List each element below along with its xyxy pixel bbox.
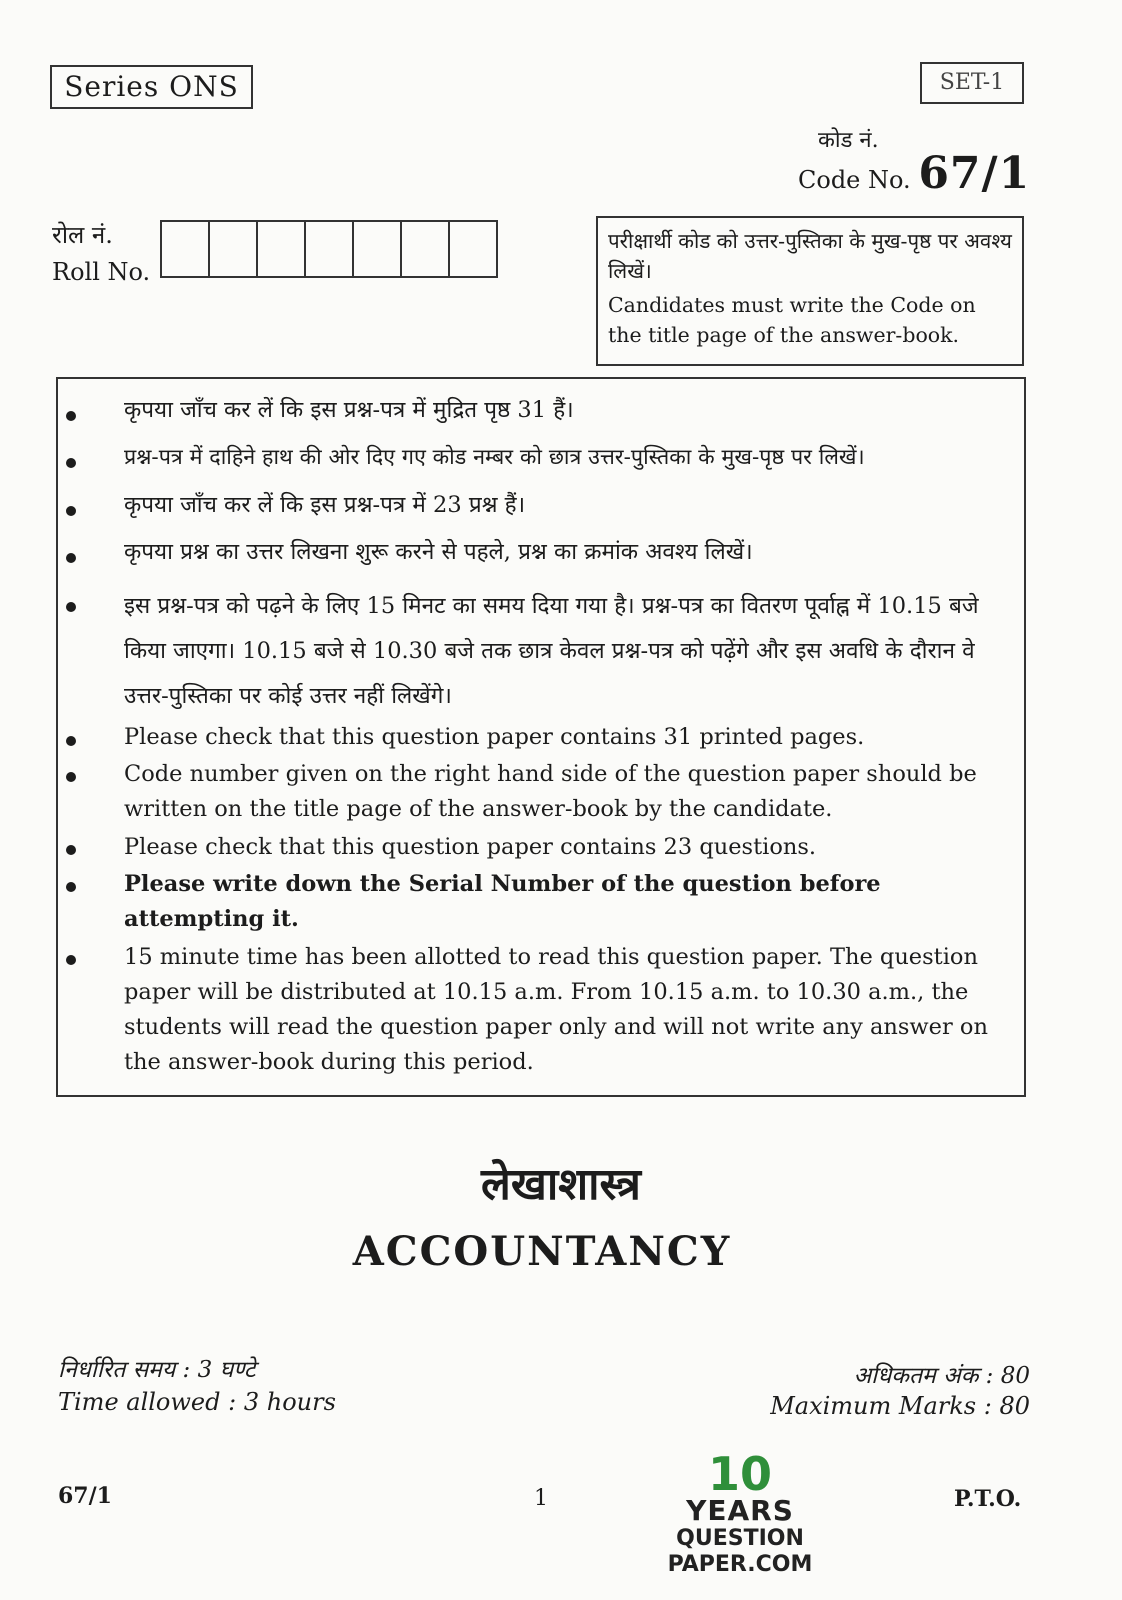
instruction-item: कृपया जाँच कर लें कि इस प्रश्न-पत्र में मुद्रित पृष्ठ 31 हैं। xyxy=(124,397,574,423)
code-number xyxy=(798,148,1030,199)
bullet-icon xyxy=(66,772,76,782)
candidate-note: Candidates must write the Code on the title page of the answer-book. xyxy=(608,293,976,347)
bullet-icon xyxy=(66,845,76,855)
candidate-note-hindi: परीक्षार्थी कोड को उत्तर-पुस्तिका के मुख-पृष्ठ पर अवश्य लिखें। xyxy=(608,229,1012,283)
roll-label: Roll No. xyxy=(52,258,151,286)
roll-label-hindi: रोल नं. xyxy=(52,221,113,249)
code-value: 67/1 xyxy=(918,148,1031,199)
instruction-item: इस प्रश्न-पत्र को पढ़ने के लिए 15 मिनट का समय दिया गया है। प्रश्न-पत्र का वितरण पूर्वाह्न में 10.15 बजे किया जाएगा। 10.15 बजे से 10.30 बजे तक छात्र केवल प्रश्न-पत्र को पढ़ेंगे और इस अवधि के दौरान वे उत्तर-पुस्तिका पर कोई उत्तर नहीं लिखेंगे। xyxy=(124,593,979,709)
footer-code: 67/1 xyxy=(58,1483,112,1509)
bullet-icon xyxy=(66,411,76,421)
time-allowed: Time allowed : 3 hours xyxy=(58,1388,336,1416)
bullet-icon xyxy=(66,736,76,746)
code-label: Code No. xyxy=(798,166,911,194)
roll-cell[interactable] xyxy=(162,222,210,276)
bullet-icon xyxy=(66,458,76,468)
logo-site: QUESTION PAPER.COM xyxy=(667,1526,813,1577)
bullet-icon xyxy=(66,955,76,965)
instruction-item: Code number given on the right hand side of the question paper should be written on the title page of the answer-book by the candidate. xyxy=(124,761,977,822)
site-logo xyxy=(600,1447,880,1578)
instruction-item: Please check that this question paper contains 23 questions. xyxy=(124,834,817,860)
logo-number: 10 xyxy=(707,1447,772,1501)
logo-years: YEARS xyxy=(686,1494,794,1527)
roll-cell[interactable] xyxy=(306,222,354,276)
max-marks: Maximum Marks : 80 xyxy=(770,1392,1030,1420)
subject-title: ACCOUNTANCY xyxy=(352,1228,732,1275)
bullet-icon xyxy=(66,553,76,563)
roll-number-boxes[interactable] xyxy=(160,220,498,278)
candidate-note-box xyxy=(596,216,1024,366)
roll-cell[interactable] xyxy=(210,222,258,276)
series-label: Series ONS xyxy=(50,65,253,109)
max-marks-hindi: अधिकतम अंक : 80 xyxy=(853,1363,1030,1389)
page-number: 1 xyxy=(534,1486,548,1511)
instruction-item: प्रश्न-पत्र में दाहिने हाथ की ओर दिए गए कोड नम्बर को छात्र उत्तर-पुस्तिका के मुख-पृष्ठ पर लिखें। xyxy=(124,445,865,470)
pto-label: P.T.O. xyxy=(954,1486,1022,1512)
roll-cell[interactable] xyxy=(258,222,306,276)
roll-cell[interactable] xyxy=(354,222,402,276)
instruction-item: Please write down the Serial Number of the question before attempting it. xyxy=(124,871,881,932)
bullet-icon xyxy=(66,602,76,612)
roll-cell[interactable] xyxy=(450,222,498,276)
time-allowed-hindi: निर्धारित समय : 3 घण्टे xyxy=(58,1357,256,1383)
set-label: SET-1 xyxy=(920,62,1024,104)
instruction-item: Please check that this question paper contains 31 printed pages. xyxy=(124,724,865,750)
instruction-item: कृपया जाँच कर लें कि इस प्रश्न-पत्र में 23 प्रश्न हैं। xyxy=(124,492,526,518)
bullet-icon xyxy=(66,506,76,516)
instruction-item: कृपया प्रश्न का उत्तर लिखना शुरू करने से पहले, प्रश्न का क्रमांक अवश्य लिखें। xyxy=(124,539,753,565)
roll-cell[interactable] xyxy=(402,222,450,276)
bullet-icon xyxy=(66,882,76,892)
code-label-hindi: कोड नं. xyxy=(818,128,879,153)
instruction-item: 15 minute time has been allotted to read this question paper. The question paper will be distributed at 10.15 a.m. From 10.15 a.m. to 10.30 a.m., the students will read the question paper only and will not write any answer on the answer-book during this period. xyxy=(124,944,988,1075)
subject-title-hindi: लेखाशास्त्र xyxy=(481,1159,641,1210)
